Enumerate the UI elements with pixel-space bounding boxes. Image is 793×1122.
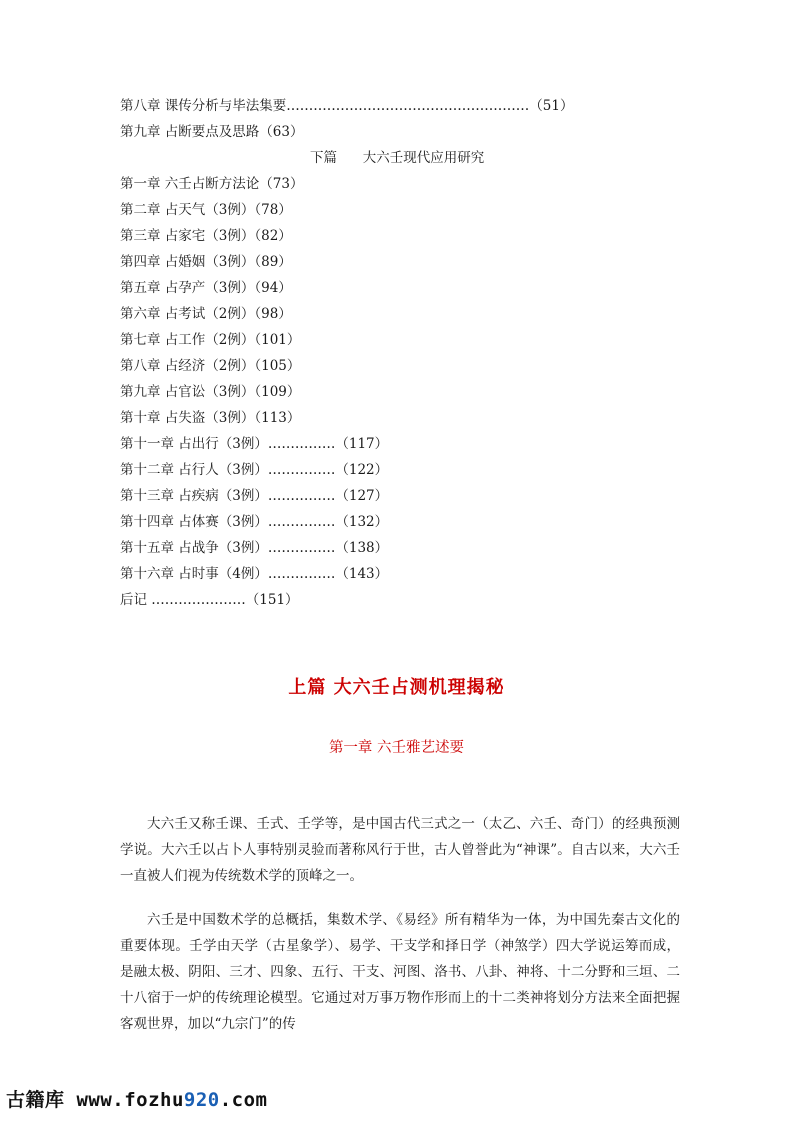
toc-entry: 第九章 占官讼（3例）（109） xyxy=(120,384,301,400)
site-url-prefix: www.fozhu xyxy=(64,1089,184,1111)
toc-entry: 第十三章 占疾病（3例）……………（127） xyxy=(120,488,389,504)
toc-entry: 第八章 课传分析与毕法集要………………………………………………（51） xyxy=(120,98,574,114)
toc-entry: 第一章 六壬占断方法论（73） xyxy=(120,176,304,192)
toc-entry: 第八章 占经济（2例）（105） xyxy=(120,358,301,374)
toc-section-heading: 下篇 大六壬现代应用研究 xyxy=(310,150,485,166)
toc-entry: 第十一章 占出行（3例）……………（117） xyxy=(120,436,389,452)
toc-entry: 后记 …………………（151） xyxy=(120,592,299,608)
toc-entry: 第三章 占家宅（3例）（82） xyxy=(120,228,292,244)
site-watermark xyxy=(6,1085,268,1112)
toc-entry: 第七章 占工作（2例）（101） xyxy=(120,332,301,348)
toc-entry: 第十二章 占行人（3例）……………（122） xyxy=(120,462,389,478)
chapter-title: 第一章 六壬雅艺述要 xyxy=(328,740,465,756)
table-of-contents xyxy=(120,93,680,613)
toc-entry: 第十五章 占战争（3例）……………（138） xyxy=(120,540,389,556)
toc-entry: 第九章 占断要点及思路（63） xyxy=(120,124,304,140)
site-url-highlight: 920 xyxy=(183,1089,220,1111)
site-brand: 古籍库 xyxy=(6,1089,65,1111)
toc-entry: 第十四章 占体赛（3例）……………（132） xyxy=(120,514,389,530)
toc-entry: 第四章 占婚姻（3例）（89） xyxy=(120,254,292,270)
site-url-suffix: .com xyxy=(219,1089,268,1111)
body-paragraph: 大六壬又称壬课、壬式、壬学等，是中国古代三式之一（太乙、六壬、奇门）的经典预测学说。大六壬以占卜人事特别灵验而著称风行于世，古人曾誉此为“神课”。自古以来，大六壬一直被人们视为传统数术学的顶峰之一。 xyxy=(120,816,680,884)
toc-entry: 第六章 占考试（2例）（98） xyxy=(120,306,292,322)
toc-entry: 第五章 占孕产（3例）（94） xyxy=(120,280,292,296)
toc-entry: 第十六章 占时事（4例）……………（143） xyxy=(120,566,389,582)
part-title: 上篇 大六壬占测机理揭秘 xyxy=(288,677,505,698)
body-paragraph: 六壬是中国数术学的总概括，集数术学、《易经》所有精华为一体，为中国先秦古文化的重要体现。壬学由天学（古星象学）、易学、干支学和择日学（神煞学）四大学说运筹而成，是融太极、阴阳、三才、四象、五行、干支、河图、洛书、八卦、神将、十二分野和三垣、二十八宿于一炉的传统理论模型。它通过对万事万物作形而上的十二类神将划分方法来全面把握客观世界，加以“九宗门”的传 xyxy=(120,912,680,1032)
toc-entry: 第二章 占天气（3例）（78） xyxy=(120,202,292,218)
toc-entry: 第十章 占失盗（3例）（113） xyxy=(120,410,301,426)
